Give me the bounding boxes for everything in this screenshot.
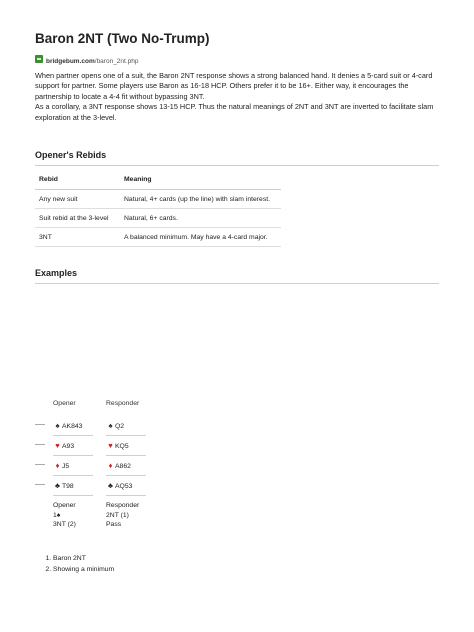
spade-suit-icon: ♠ <box>108 421 113 430</box>
opener-bids-column <box>53 501 76 530</box>
responder-bid: Pass <box>106 521 122 529</box>
responder-holding <box>106 416 146 436</box>
opener-bid: 1♠ <box>53 511 61 519</box>
table-row <box>35 228 281 247</box>
hand-row-spades <box>35 416 155 436</box>
opener-column-label: Opener <box>53 400 76 407</box>
source-link[interactable] <box>46 50 139 68</box>
examples-heading: Examples <box>35 268 439 284</box>
column-header-meaning: Meaning <box>120 170 281 190</box>
responder-column-label: Responder <box>106 400 140 407</box>
meaning-cell: Natural, 4+ cards (up the line) with slam interest. <box>120 190 281 209</box>
opener-cards: J5 <box>62 463 70 470</box>
rebid-cell: Any new suit <box>35 190 120 209</box>
opener-cards: A93 <box>62 443 75 450</box>
table-row <box>35 209 281 228</box>
row-divider <box>35 464 45 465</box>
responder-cards: A862 <box>115 463 131 470</box>
source-line <box>35 54 139 64</box>
table-row <box>35 190 281 209</box>
meaning-cell: Natural, 6+ cards. <box>120 209 281 228</box>
spade-suit-icon: ♠ <box>55 421 60 430</box>
club-suit-icon: ♣ <box>108 481 113 490</box>
rebids-heading: Opener's Rebids <box>35 150 439 166</box>
responder-cards: AQ53 <box>115 483 133 490</box>
responder-holding <box>106 476 146 496</box>
opener-holding <box>53 436 93 456</box>
responder-cards: Q2 <box>115 423 125 430</box>
responder-cards: KQ5 <box>115 443 129 450</box>
heart-suit-icon: ♥ <box>108 441 113 450</box>
rebids-table <box>35 170 281 247</box>
responder-holding <box>106 456 146 476</box>
page-title: Baron 2NT (Two No-Trump) <box>35 31 210 46</box>
responder-bids-label: Responder <box>106 502 140 509</box>
hand-row-clubs <box>35 476 155 496</box>
note-item: 1. Baron 2NT <box>53 554 114 565</box>
rebid-cell: Suit rebid at the 3-level <box>35 209 120 228</box>
hand-row-hearts <box>35 436 155 456</box>
responder-bids-column <box>106 501 139 530</box>
source-path: /baron_2nt.php <box>94 58 139 65</box>
opener-holding <box>53 456 93 476</box>
diamond-suit-icon: ♦ <box>55 461 60 470</box>
opener-bid: 3NT (2) <box>53 521 76 529</box>
intro-paragraph-1: When partner opens one of a suit, the Baron 2NT response shows a strong balanced hand. It denies a 5-card suit or 4-card support for partner. Some players use Baron as 16-18 HCP. Others prefer it to be 16+. Either way, it encourages the partnership to locate a 4-4 fit without bypassing 3NT. <box>35 71 433 101</box>
row-divider <box>35 444 45 445</box>
opener-holding <box>53 416 93 436</box>
table-header-row <box>35 170 281 190</box>
intro-paragraph-2: As a corollary, a 3NT response shows 13-15 HCP. Thus the natural meanings of 2NT and 3NT are inverted to facilitate slam exploration at the 3-level. <box>35 102 434 122</box>
bidding-notes <box>35 554 114 575</box>
responder-bid: 2NT (1) <box>106 511 129 519</box>
hand-row-diamonds <box>35 456 155 476</box>
meaning-cell: A balanced minimum. May have a 4-card major. <box>120 228 281 247</box>
site-favicon-icon <box>35 55 43 63</box>
diamond-suit-icon: ♦ <box>108 461 113 470</box>
note-item: 2. Showing a minimum <box>53 565 114 576</box>
opener-cards: AK843 <box>62 423 83 430</box>
row-divider <box>35 484 45 485</box>
opener-holding <box>53 476 93 496</box>
rebid-cell: 3NT <box>35 228 120 247</box>
club-suit-icon: ♣ <box>55 481 60 490</box>
opener-cards: T98 <box>62 483 74 490</box>
opener-bids-label: Opener <box>53 502 76 509</box>
responder-holding <box>106 436 146 456</box>
column-header-rebid: Rebid <box>35 170 120 190</box>
source-domain: bridgebum.com <box>46 58 95 65</box>
row-divider <box>35 424 45 425</box>
intro-text <box>35 71 439 123</box>
heart-suit-icon: ♥ <box>55 441 60 450</box>
